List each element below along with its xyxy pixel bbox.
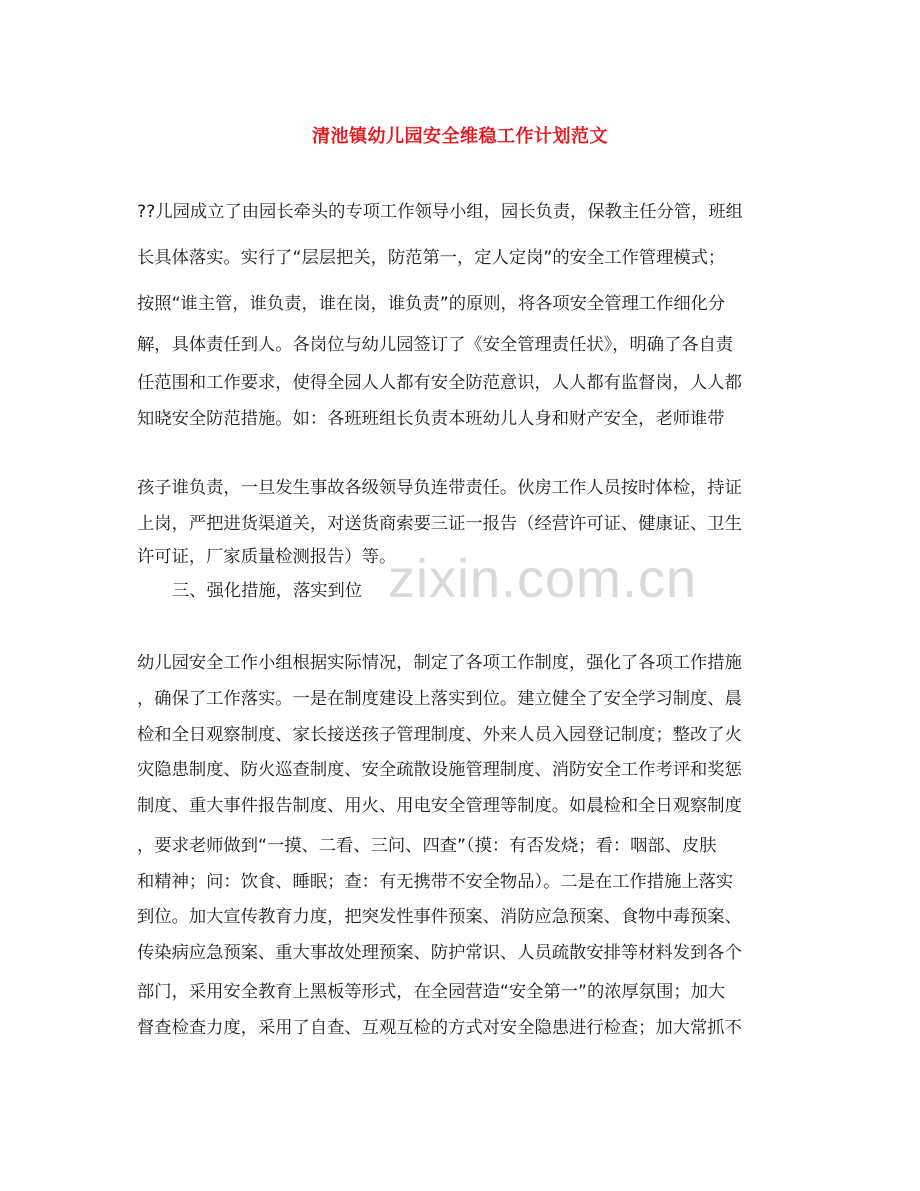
paragraph-line: 孩子谁负责，一旦发生事故各级领导负连带责任。伙房工作人员按时体检，持证 bbox=[137, 478, 742, 498]
paragraph-line: ，确保了工作落实。一是在制度建设上落实到位。建立健全了安全学习制度、晨 bbox=[137, 689, 742, 709]
paragraph-line: ，要求老师做到“一摸、二看、三问、四查”（摸：有否发烧；看：咽部、皮肤 bbox=[137, 836, 717, 856]
paragraph-line: 幼儿园安全工作小组根据实际情况，制定了各项工作制度，强化了各项工作措施 bbox=[137, 653, 742, 673]
paragraph-line: 和精神；问：饮食、睡眠；查：有无携带不安全物品）。二是在工作措施上落实 bbox=[137, 872, 734, 892]
paragraph-line: 上岗，严把进货渠道关，对送货商索要三证一报告（经营许可证、健康证、卫生 bbox=[137, 514, 742, 534]
paragraph-line: 督查检查力度，采用了自查、互观互检的方式对安全隐患进行检查；加大常抓不 bbox=[137, 1018, 742, 1038]
paragraph-line: 任范围和工作要求，使得全园人人都有安全防范意识，人人都有监督岗，人人都 bbox=[137, 373, 742, 393]
paragraph-line: 制度、重大事件报告制度、用火、用电安全管理等制度。如晨检和全日观察制度 bbox=[137, 796, 742, 816]
paragraph-line: 部门，采用安全教育上黑板等形式，在全园营造“安全第一”的浓厚氛围；加大 bbox=[137, 982, 726, 1002]
paragraph-line: 知晓安全防范措施。如：各班班组长负责本班幼儿人身和财产安全，老师谁带 bbox=[137, 409, 725, 429]
paragraph-line: 按照“谁主管，谁负责，谁在岗，谁负责”的原则，将各项安全管理工作细化分 bbox=[137, 294, 726, 314]
paragraph-line: 解，具体责任到人。各岗位与幼儿园签订了《安全管理责任状》，明确了各自责 bbox=[137, 335, 734, 355]
paragraph-line: 灾隐患制度、防火巡查制度、安全疏散设施管理制度、消防安全工作考评和奖惩 bbox=[137, 760, 742, 780]
paragraph-line: 传染病应急预案、重大事故处理预案、防护常识、人员疏散安排等材料发到各个 bbox=[137, 943, 742, 963]
document-title: 清池镇幼儿园安全维稳工作计划范文 bbox=[312, 126, 608, 147]
paragraph-line: ??儿园成立了由园长牵头的专项工作领导小组，园长负责，保教主任分管，班组 bbox=[137, 202, 743, 222]
watermark: zixin.com.cn bbox=[388, 549, 698, 609]
section-heading: 三、强化措施，落实到位 bbox=[172, 581, 363, 601]
paragraph-line: 许可证，厂家质量检测报告）等。 bbox=[137, 547, 397, 567]
paragraph-line: 到位。加大宣传教育力度，把突发性事件预案、消防应急预案、食物中毒预案、 bbox=[137, 907, 742, 927]
paragraph-line: 检和全日观察制度、家长接送孩子管理制度、外来人员入园登记制度；整改了火 bbox=[137, 725, 742, 745]
paragraph-line: 长具体落实。实行了“层层把关，防范第一，定人定岗”的安全工作管理模式； bbox=[137, 248, 726, 268]
